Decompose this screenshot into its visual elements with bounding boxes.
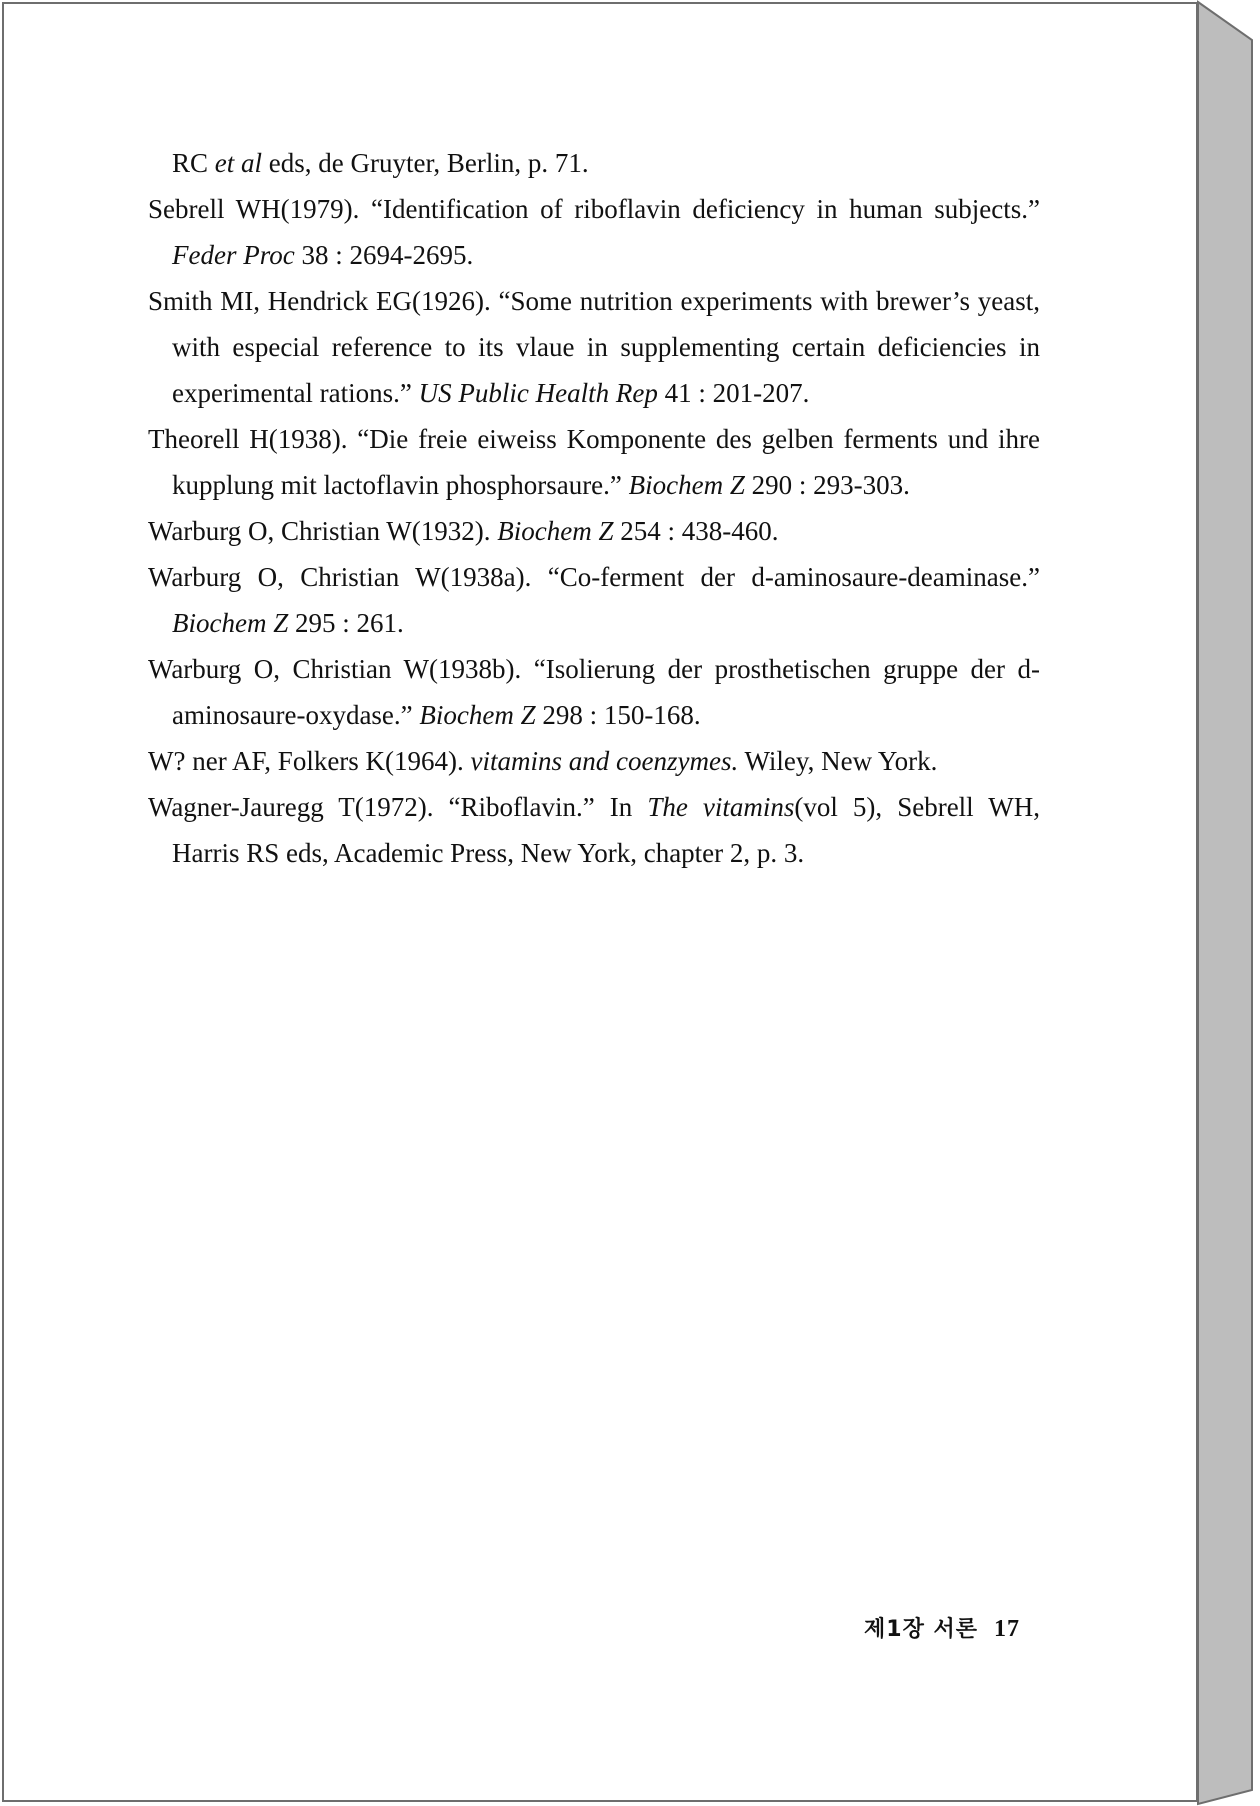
reference-journal-title: US Public Health Rep [418, 378, 658, 408]
page-number: 17 [994, 1616, 1020, 1642]
reference-entry [148, 278, 1040, 416]
reference-text: 254 : 438-460. [613, 516, 779, 546]
reference-entry [148, 554, 1040, 646]
reference-journal-title: The vitamins [647, 792, 795, 822]
reference-text: Smith MI, Hendrick EG(1926). “Some nutrition experiments with brewer’s yeast, with especial reference to its vlaue in supplementing certain deficiencies in experimental rations.” [148, 286, 1040, 408]
reference-text: W? ner AF, Folkers K(1964). [148, 746, 471, 776]
reference-journal-title: Biochem Z [497, 516, 614, 546]
reference-journal-title: vitamins and coenzymes. [470, 746, 739, 776]
reference-text: Wiley, New York. [738, 746, 938, 776]
page-footer [820, 1612, 1020, 1643]
reference-text: Warburg O, Christian W(1932). [148, 516, 498, 546]
reference-journal-title: Biochem Z [172, 608, 289, 638]
reference-text: 41 : 201-207. [657, 378, 810, 408]
reference-journal-title: Feder Proc [172, 240, 295, 270]
reference-journal-title: Biochem Z [419, 700, 536, 730]
reference-text: Theorell H(1938). “Die freie eiweiss Komponente des gelben ferments und ihre kupplung mit lactoflavin phosphorsaure.” [148, 424, 1040, 500]
reference-entry [148, 738, 1040, 784]
reference-text: eds, de Gruyter, Berlin, p. 71. [262, 148, 589, 178]
reference-entry [148, 416, 1040, 508]
reference-entry [148, 784, 1040, 876]
reference-journal-title: Biochem Z [628, 470, 745, 500]
reference-text: 295 : 261. [288, 608, 404, 638]
reference-text: 298 : 150-168. [535, 700, 701, 730]
reference-entry [148, 186, 1040, 278]
reference-text: RC [172, 148, 215, 178]
reference-text: (vol 5), Sebrell WH, Harris RS eds, Academic Press, New York, chapter 2, p. 3. [172, 792, 1040, 868]
reference-entry [148, 140, 1040, 186]
reference-journal-title: et al [214, 148, 263, 178]
reference-list [148, 140, 1040, 876]
reference-text: Sebrell WH(1979). “Identification of riboflavin deficiency in human subjects.” [148, 194, 1040, 224]
reference-text: 290 : 293-303. [744, 470, 910, 500]
reference-text: 38 : 2694-2695. [294, 240, 474, 270]
reference-entry [148, 646, 1040, 738]
reference-text: Wagner-Jauregg T(1972). “Riboflavin.” In [148, 792, 648, 822]
reference-text: Warburg O, Christian W(1938a). “Co-ferment der d-aminosaure-deaminase.” [148, 562, 1040, 592]
chapter-label: 제1장 서론 [864, 1617, 978, 1642]
reference-text: Warburg O, Christian W(1938b). “Isolierung der prosthetischen gruppe der d-aminosaure-oxydase.” [148, 654, 1040, 730]
reference-entry [148, 508, 1040, 554]
